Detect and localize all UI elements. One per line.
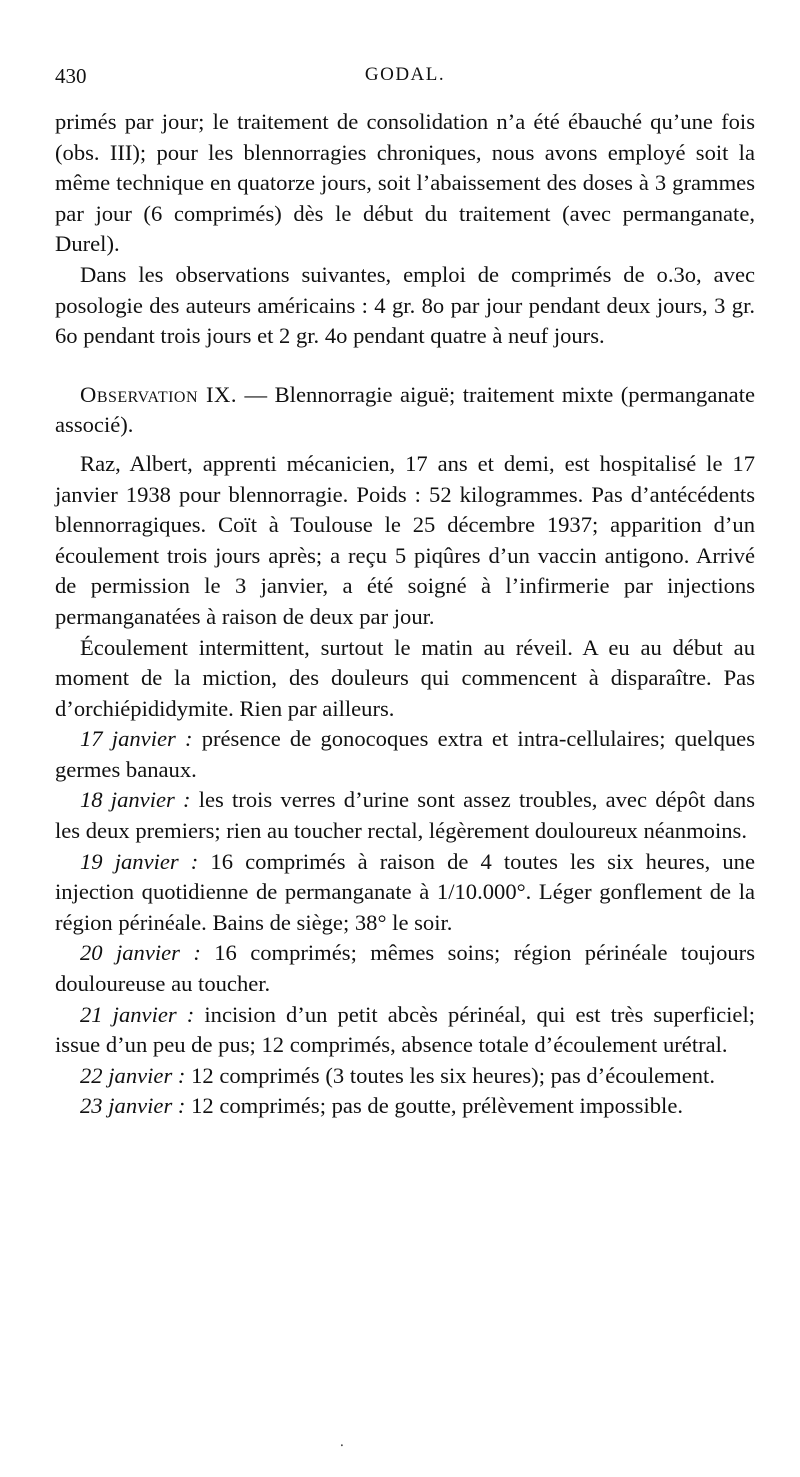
- entry-text: 12 comprimés; pas de goutte, prélèvement impossible.: [185, 1093, 684, 1119]
- entry-date: 18 janvier :: [80, 787, 191, 813]
- entry-text: présence de gonocoques extra et intra-cellulaires; quelques germes banaux.: [55, 726, 755, 782]
- daily-entry: [55, 1000, 755, 1061]
- paragraph-dosage: Dans les observations suivantes, emploi de comprimés de o.3o, avec posologie des auteurs américains : 4 gr. 8o par jour pendant deux jours, 3 gr. 6o pendant trois jours et 2 gr. 4o pendant quatre à neuf jours.: [55, 261, 755, 349]
- entry-date: 22 janvier :: [80, 1062, 186, 1088]
- page-number: 430: [55, 64, 87, 88]
- entry-date: 21 janvier :: [80, 1001, 195, 1027]
- case-history: Raz, Albert, apprenti mécanicien, 17 ans et demi, est hospitalisé le 17 janvier 1938 pour blennorragie. Poids : 52 kilogrammes. Pas d’antécédents blennorragiques. Coït à Toulouse le 25 décembre 1937; apparition d’un écoulement trois jours après; a reçu 5 piqûres d’un vaccin antigono. Arrivé de permission le 3 janvier, a été soigné à l’infirmerie par injections permanganatées à raison de deux par jour.: [55, 450, 755, 629]
- observation-title: — Blennorragie aiguë; traitement mixte (permanganate associé).: [55, 381, 755, 438]
- daily-entry: [55, 938, 755, 999]
- entry-text: incision d’un petit abcès périnéal, qui est très superficiel; issue d’un peu de pus; 12 comprimés, absence totale d’écoulement urétral.: [55, 1001, 755, 1058]
- page-header: [55, 64, 755, 94]
- entry-date: 20 janvier :: [80, 940, 201, 966]
- observation-heading: [55, 380, 755, 441]
- entry-text: 12 comprimés (3 toutes les six heures); pas d’écoulement.: [185, 1062, 715, 1088]
- ink-mark: ⸱: [340, 1439, 344, 1454]
- entry-text: 16 comprimés; mêmes soins; région périnéale toujours douloureuse au toucher.: [55, 940, 755, 997]
- body-text: [55, 107, 755, 1122]
- running-title: GODAL.: [364, 64, 446, 85]
- daily-entry: [55, 724, 755, 785]
- entry-text: les trois verres d’urine sont assez troubles, avec dépôt dans les deux premiers; rien au toucher rectal, légèrement douloureux néanmoins.: [55, 787, 756, 844]
- daily-entry: [55, 847, 755, 939]
- daily-entry: [55, 1091, 755, 1122]
- daily-entry: [55, 785, 755, 846]
- case-examination: Écoulement intermittent, surtout le matin au réveil. A eu au début au moment de la miction, des douleurs qui commencent à disparaître. Pas d’orchiépididymite. Rien par ailleurs.: [55, 634, 755, 721]
- entry-text: 16 comprimés à raison de 4 toutes les six heures, une injection quotidienne de permanganate à 1/10.000°. Léger gonflement de la région périnéale. Bains de siège; 38° le soir.: [55, 848, 755, 935]
- entry-date: 19 janvier :: [80, 848, 199, 874]
- observation-label: Observation IX.: [80, 381, 238, 407]
- paragraph-continuation: primés par jour; le traitement de consolidation n’a été ébauché qu’une fois (obs. III); pour les blennorragies chroniques, nous avons employé soit la même technique en quatorze jours, soit l’abaissement des doses à 3 grammes par jour (6 comprimés) dès le début du traitement (avec permanganate, Durel).: [55, 109, 755, 257]
- entry-date: 23 janvier :: [80, 1093, 186, 1119]
- entry-date: 17 janvier :: [80, 726, 193, 752]
- daily-entry: [55, 1061, 755, 1092]
